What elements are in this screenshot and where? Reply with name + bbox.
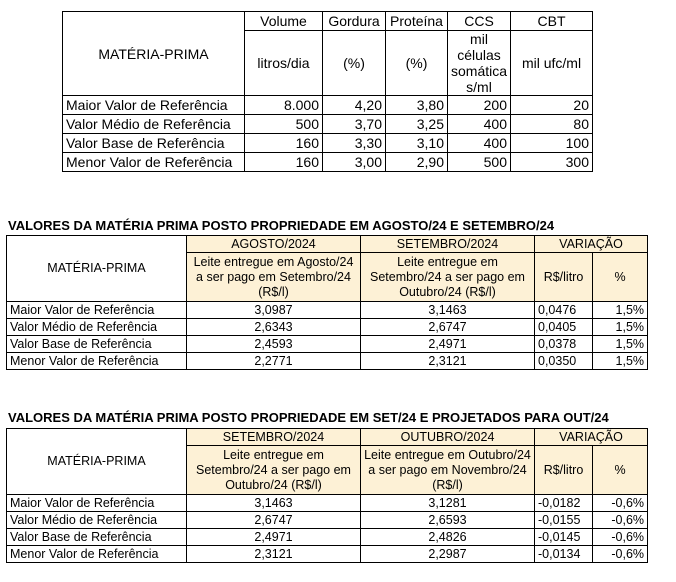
- cell: 0,0405: [535, 319, 593, 336]
- cell: 1,5%: [593, 353, 648, 370]
- cell: -0,0155: [535, 512, 593, 529]
- cell: 8.000: [245, 96, 323, 115]
- cell: 2,6593: [361, 512, 535, 529]
- cell: 100: [511, 134, 593, 153]
- unit-label: R$/litro: [535, 253, 593, 302]
- table-row: [7, 512, 648, 529]
- row-label: Valor Base de Referência: [7, 336, 187, 353]
- row-label: Menor Valor de Referência: [63, 153, 245, 172]
- col-header: Volume: [245, 12, 323, 31]
- cell: 2,4826: [361, 529, 535, 546]
- cell: 400: [448, 134, 511, 153]
- cell: 1,5%: [593, 302, 648, 319]
- cell: -0,6%: [593, 529, 648, 546]
- cell: 500: [448, 153, 511, 172]
- period-header: AGOSTO/2024: [187, 236, 361, 253]
- cell: 500: [245, 115, 323, 134]
- row-label: Menor Valor de Referência: [7, 546, 187, 563]
- corner-label: MATÉRIA-PRIMA: [7, 429, 187, 495]
- row-label: Menor Valor de Referência: [7, 353, 187, 370]
- period-header-row: [7, 429, 648, 446]
- table-row: [7, 302, 648, 319]
- cell: 2,4971: [361, 336, 535, 353]
- cell: 0,0350: [535, 353, 593, 370]
- cell: 400: [448, 115, 511, 134]
- row-label: Valor Base de Referência: [63, 134, 245, 153]
- reference-parameters-table: [62, 11, 593, 172]
- table-row: [63, 153, 593, 172]
- period-header: SETEMBRO/2024: [361, 236, 535, 253]
- cell: -0,0182: [535, 495, 593, 512]
- variation-header: VARIAÇÃO: [535, 236, 648, 253]
- col-header: Proteína: [386, 12, 448, 31]
- cell: 2,6747: [361, 319, 535, 336]
- table-row: [63, 96, 593, 115]
- unit-cell: (%): [323, 31, 386, 96]
- period-description: Leite entregue em Setembro/24 a ser pago em Outubro/24 (R$/l): [361, 253, 535, 302]
- period-header: OUTUBRO/2024: [361, 429, 535, 446]
- unit-cell: litros/dia: [245, 31, 323, 96]
- table-row: [7, 495, 648, 512]
- col-header: Gordura: [323, 12, 386, 31]
- cell: 2,2771: [187, 353, 361, 370]
- variation-header: VARIAÇÃO: [535, 429, 648, 446]
- cell: 1,5%: [593, 336, 648, 353]
- cell: 20: [511, 96, 593, 115]
- cell: 2,3121: [361, 353, 535, 370]
- corner-label: MATÉRIA-PRIMA: [7, 236, 187, 302]
- cell: 3,0987: [187, 302, 361, 319]
- cell: -0,6%: [593, 512, 648, 529]
- cell: 3,25: [386, 115, 448, 134]
- cell: 2,6747: [187, 512, 361, 529]
- cell: 3,70: [323, 115, 386, 134]
- table-row: [7, 546, 648, 563]
- unit-label: R$/litro: [535, 446, 593, 495]
- cell: 160: [245, 153, 323, 172]
- col-header: CBT: [511, 12, 593, 31]
- cell: -0,6%: [593, 495, 648, 512]
- cell: -0,6%: [593, 546, 648, 563]
- row-label: Valor Médio de Referência: [7, 512, 187, 529]
- section-title: VALORES DA MATÉRIA PRIMA POSTO PROPRIEDADE EM SET/24 E PROJETADOS PARA OUT/24: [8, 410, 609, 425]
- cell: 2,4593: [187, 336, 361, 353]
- cell: 1,5%: [593, 319, 648, 336]
- period-description: Leite entregue em Agosto/24 a ser pago em Setembro/24 (R$/l): [187, 253, 361, 302]
- cell: 4,20: [323, 96, 386, 115]
- unit-cell: mil células somática s/ml: [448, 31, 511, 96]
- cell: 3,00: [323, 153, 386, 172]
- cell: 2,3121: [187, 546, 361, 563]
- row-label: Valor Base de Referência: [7, 529, 187, 546]
- table-row: [7, 336, 648, 353]
- cell: 3,1463: [361, 302, 535, 319]
- cell: 2,2987: [361, 546, 535, 563]
- header-row: [63, 12, 593, 31]
- cell: 3,1463: [187, 495, 361, 512]
- period-header-row: [7, 236, 648, 253]
- table-row: [63, 115, 593, 134]
- cell: 2,4971: [187, 529, 361, 546]
- unit-cell: mil ufc/ml: [511, 31, 593, 96]
- row-label: Maior Valor de Referência: [7, 302, 187, 319]
- period-description: Leite entregue em Setembro/24 a ser pago em Outubro/24 (R$/l): [187, 446, 361, 495]
- cell: 200: [448, 96, 511, 115]
- row-label: Valor Médio de Referência: [7, 319, 187, 336]
- period-description: Leite entregue em Outubro/24 a ser pago em Novembro/24 (R$/l): [361, 446, 535, 495]
- cell: 2,90: [386, 153, 448, 172]
- cell: -0,0134: [535, 546, 593, 563]
- row-label: Valor Médio de Referência: [63, 115, 245, 134]
- cell: 3,10: [386, 134, 448, 153]
- unit-label: %: [593, 446, 648, 495]
- col-header: CCS: [448, 12, 511, 31]
- table-row: [63, 134, 593, 153]
- table-row: [7, 529, 648, 546]
- september-october-table: [6, 428, 648, 563]
- unit-cell: (%): [386, 31, 448, 96]
- august-september-table: [6, 235, 648, 370]
- table-row: [7, 353, 648, 370]
- cell: -0,0145: [535, 529, 593, 546]
- cell: 80: [511, 115, 593, 134]
- period-header: SETEMBRO/2024: [187, 429, 361, 446]
- table-row: [7, 319, 648, 336]
- cell: 3,30: [323, 134, 386, 153]
- cell: 3,1281: [361, 495, 535, 512]
- cell: 0,0476: [535, 302, 593, 319]
- cell: 3,80: [386, 96, 448, 115]
- cell: 300: [511, 153, 593, 172]
- unit-label: %: [593, 253, 648, 302]
- section-title: VALORES DA MATÉRIA PRIMA POSTO PROPRIEDADE EM AGOSTO/24 E SETEMBRO/24: [8, 218, 555, 233]
- corner-label: MATÉRIA-PRIMA: [63, 12, 245, 96]
- row-label: Maior Valor de Referência: [7, 495, 187, 512]
- cell: 160: [245, 134, 323, 153]
- cell: 2,6343: [187, 319, 361, 336]
- row-label: Maior Valor de Referência: [63, 96, 245, 115]
- cell: 0,0378: [535, 336, 593, 353]
